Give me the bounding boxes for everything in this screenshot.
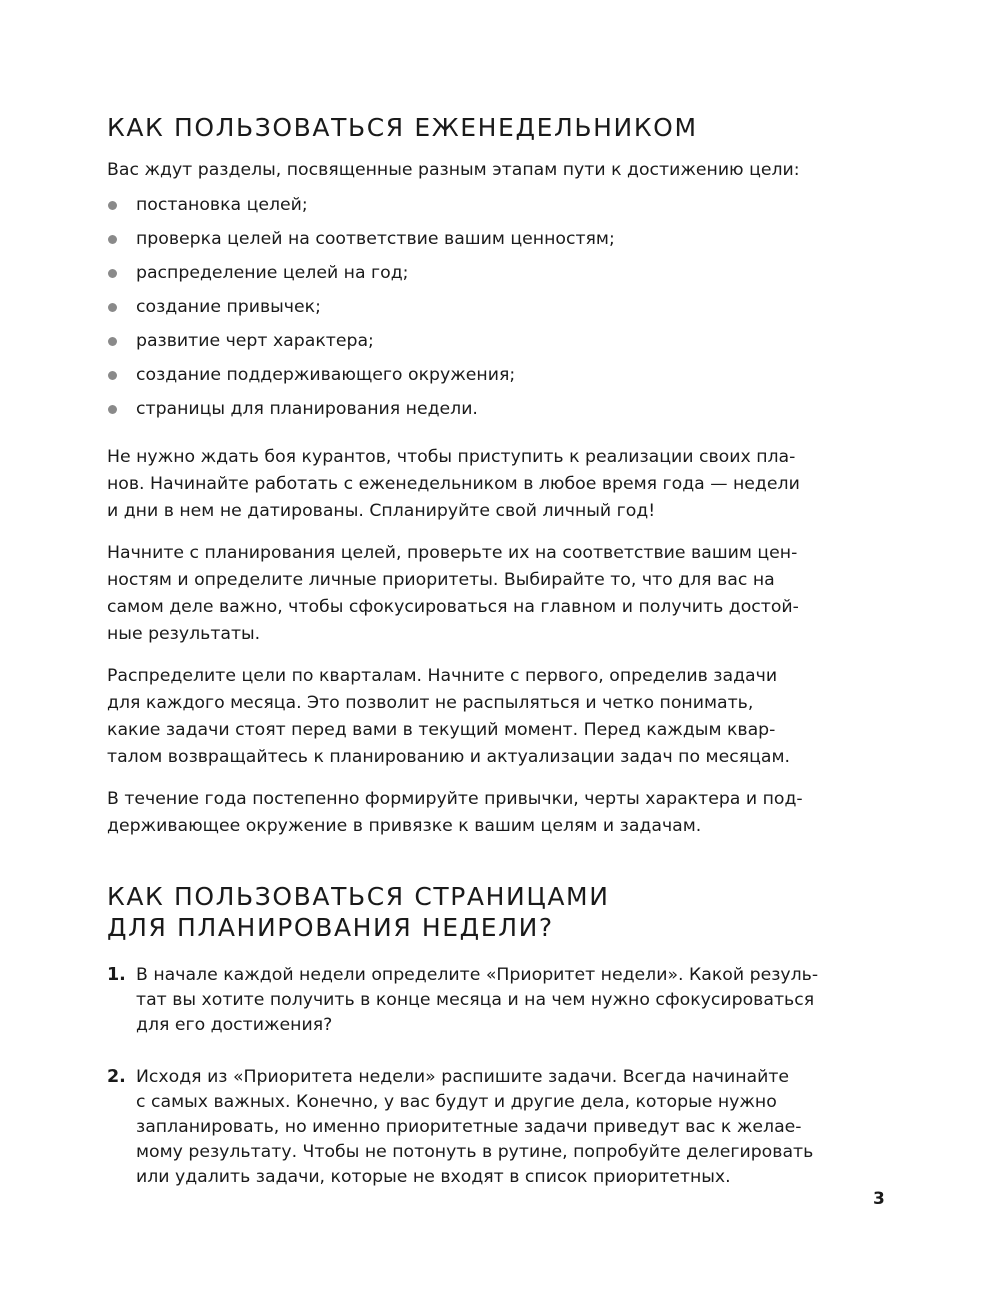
section-heading-week-planning [107, 881, 839, 943]
list-item-text: развитие черт характера; [136, 331, 374, 351]
text-line: В течение года постепенно формируйте привычки, черты характера и под- [107, 789, 803, 809]
text-line: В начале каждой недели определите «Приоритет недели». Какой резуль- [136, 965, 819, 985]
bullet-dot-icon [108, 371, 117, 380]
text-line: ные результаты. [107, 624, 261, 644]
body-paragraph [107, 786, 839, 840]
list-item-text: распределение целей на год; [136, 263, 409, 283]
text-line: и дни в нем не датированы. Спланируйте свой личный год! [107, 501, 656, 521]
text-line: или удалить задачи, которые не входят в список приоритетных. [136, 1167, 731, 1187]
text-line: талом возвращайтесь к планированию и актуализации задач по месяцам. [107, 747, 790, 767]
text-line: держивающее окружение в привязке к вашим целям и задачам. [107, 816, 702, 836]
list-item [107, 324, 839, 358]
list-item [107, 188, 839, 222]
text-line: Исходя из «Приоритета недели» распишите задачи. Всегда начинайте [136, 1067, 790, 1087]
list-item-text: создание поддерживающего окружения; [136, 365, 516, 385]
text-line: мому результату. Чтобы не потонуть в рутине, попробуйте делегировать [136, 1142, 814, 1162]
intro-line: Вас ждут разделы, посвященные разным этапам пути к достижению цели: [107, 160, 800, 180]
steps-list [107, 963, 839, 1190]
body-paragraph [107, 540, 839, 648]
heading-line: ДЛЯ ПЛАНИРОВАНИЯ НЕДЕЛИ? [107, 913, 554, 942]
intro-paragraph [107, 157, 839, 184]
text-line: нов. Начинайте работать с еженедельником в любое время года — недели [107, 474, 800, 494]
bullet-dot-icon [108, 405, 117, 414]
list-item-text: страницы для планирования недели. [136, 399, 478, 419]
body-paragraph [107, 444, 839, 525]
body-paragraph [107, 663, 839, 771]
list-item [107, 290, 839, 324]
step-text [136, 963, 839, 1038]
heading-line: КАК ПОЛЬЗОВАТЬСЯ ЕЖЕНЕДЕЛЬНИКОМ [107, 113, 698, 142]
step-number: 2. [107, 1067, 126, 1087]
section-heading-weekly-planner [107, 112, 839, 143]
list-item [107, 256, 839, 290]
bullet-dot-icon [108, 269, 117, 278]
text-line: самом деле важно, чтобы сфокусироваться на главном и получить достой- [107, 597, 799, 617]
list-item-text: создание привычек; [136, 297, 321, 317]
step-number: 1. [107, 965, 126, 985]
page-number: 3 [873, 1189, 885, 1209]
text-line: тат вы хотите получить в конце месяца и на чем нужно сфокусироваться [136, 990, 815, 1010]
page-content [107, 112, 839, 1190]
list-item [107, 358, 839, 392]
text-line: Распределите цели по кварталам. Начните с первого, определив задачи [107, 666, 778, 686]
text-line: для его достижения? [136, 1015, 333, 1035]
bullet-dot-icon [108, 201, 117, 210]
numbered-item [107, 1065, 839, 1190]
bullet-dot-icon [108, 235, 117, 244]
text-line: какие задачи стоят перед вами в текущий момент. Перед каждым квар- [107, 720, 776, 740]
list-item-text: проверка целей на соответствие вашим ценностям; [136, 229, 615, 249]
bullet-dot-icon [108, 337, 117, 346]
step-text [136, 1065, 839, 1190]
numbered-item [107, 963, 839, 1038]
sections-list [107, 188, 839, 426]
text-line: запланировать, но именно приоритетные задачи приведут вас к желае- [136, 1117, 802, 1137]
text-line: для каждого месяца. Это позволит не распыляться и четко понимать, [107, 693, 754, 713]
text-line: с самых важных. Конечно, у вас будут и другие дела, которые нужно [136, 1092, 777, 1112]
text-line: ностям и определите личные приоритеты. Выбирайте то, что для вас на [107, 570, 775, 590]
text-line: Начните с планирования целей, проверьте их на соответствие вашим цен- [107, 543, 798, 563]
list-item-text: постановка целей; [136, 195, 308, 215]
bullet-dot-icon [108, 303, 117, 312]
list-item [107, 222, 839, 256]
heading-line: КАК ПОЛЬЗОВАТЬСЯ СТРАНИЦАМИ [107, 882, 610, 911]
text-line: Не нужно ждать боя курантов, чтобы приступить к реализации своих пла- [107, 447, 796, 467]
list-item [107, 392, 839, 426]
